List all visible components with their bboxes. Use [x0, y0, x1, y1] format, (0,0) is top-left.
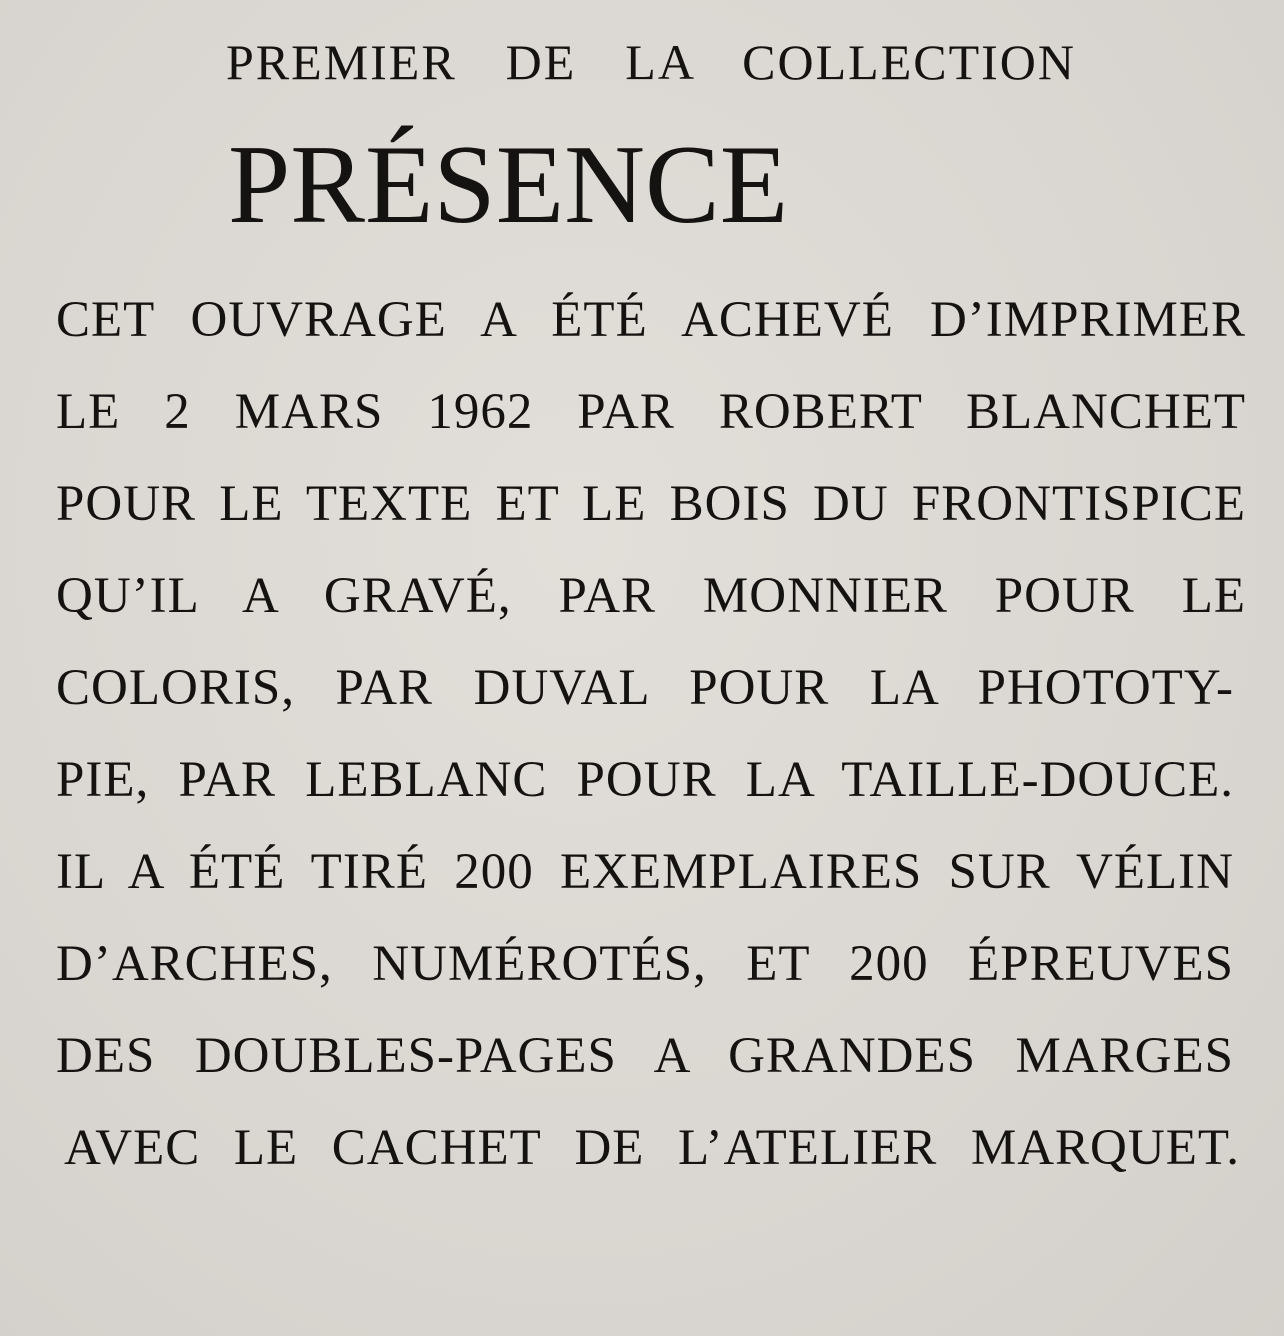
collection-heading: PREMIER DE LA COLLECTION [226, 34, 1076, 90]
colophon-line-10: AVEC LE CACHET DE L’ATELIER MARQUET. [64, 1120, 1240, 1176]
colophon-text [56, 282, 1246, 1202]
colophon-line-2: LE 2 MARS 1962 PAR ROBERT BLANCHET [56, 384, 1246, 440]
colophon-line-3: POUR LE TEXTE ET LE BOIS DU FRONTISPICE [56, 476, 1246, 532]
colophon-line-9: DES DOUBLES-PAGES A GRANDES MARGES [56, 1028, 1234, 1084]
colophon-line-1: CET OUVRAGE A ÉTÉ ACHEVÉ D’IMPRIMER [56, 292, 1246, 348]
colophon-line-5: COLORIS, PAR DUVAL POUR LA PHOTOTY- [56, 660, 1234, 716]
colophon-line-6: PIE, PAR LEBLANC POUR LA TAILLE-DOUCE. [56, 752, 1234, 808]
colophon-line-4: QU’IL A GRAVÉ, PAR MONNIER POUR LE [56, 568, 1246, 624]
colophon-line-8: D’ARCHES, NUMÉROTÉS, ET 200 ÉPREUVES [56, 936, 1234, 992]
colophon-line-7: IL A ÉTÉ TIRÉ 200 EXEMPLAIRES SUR VÉLIN [56, 844, 1234, 900]
series-title: PRÉSENCE [228, 123, 789, 247]
